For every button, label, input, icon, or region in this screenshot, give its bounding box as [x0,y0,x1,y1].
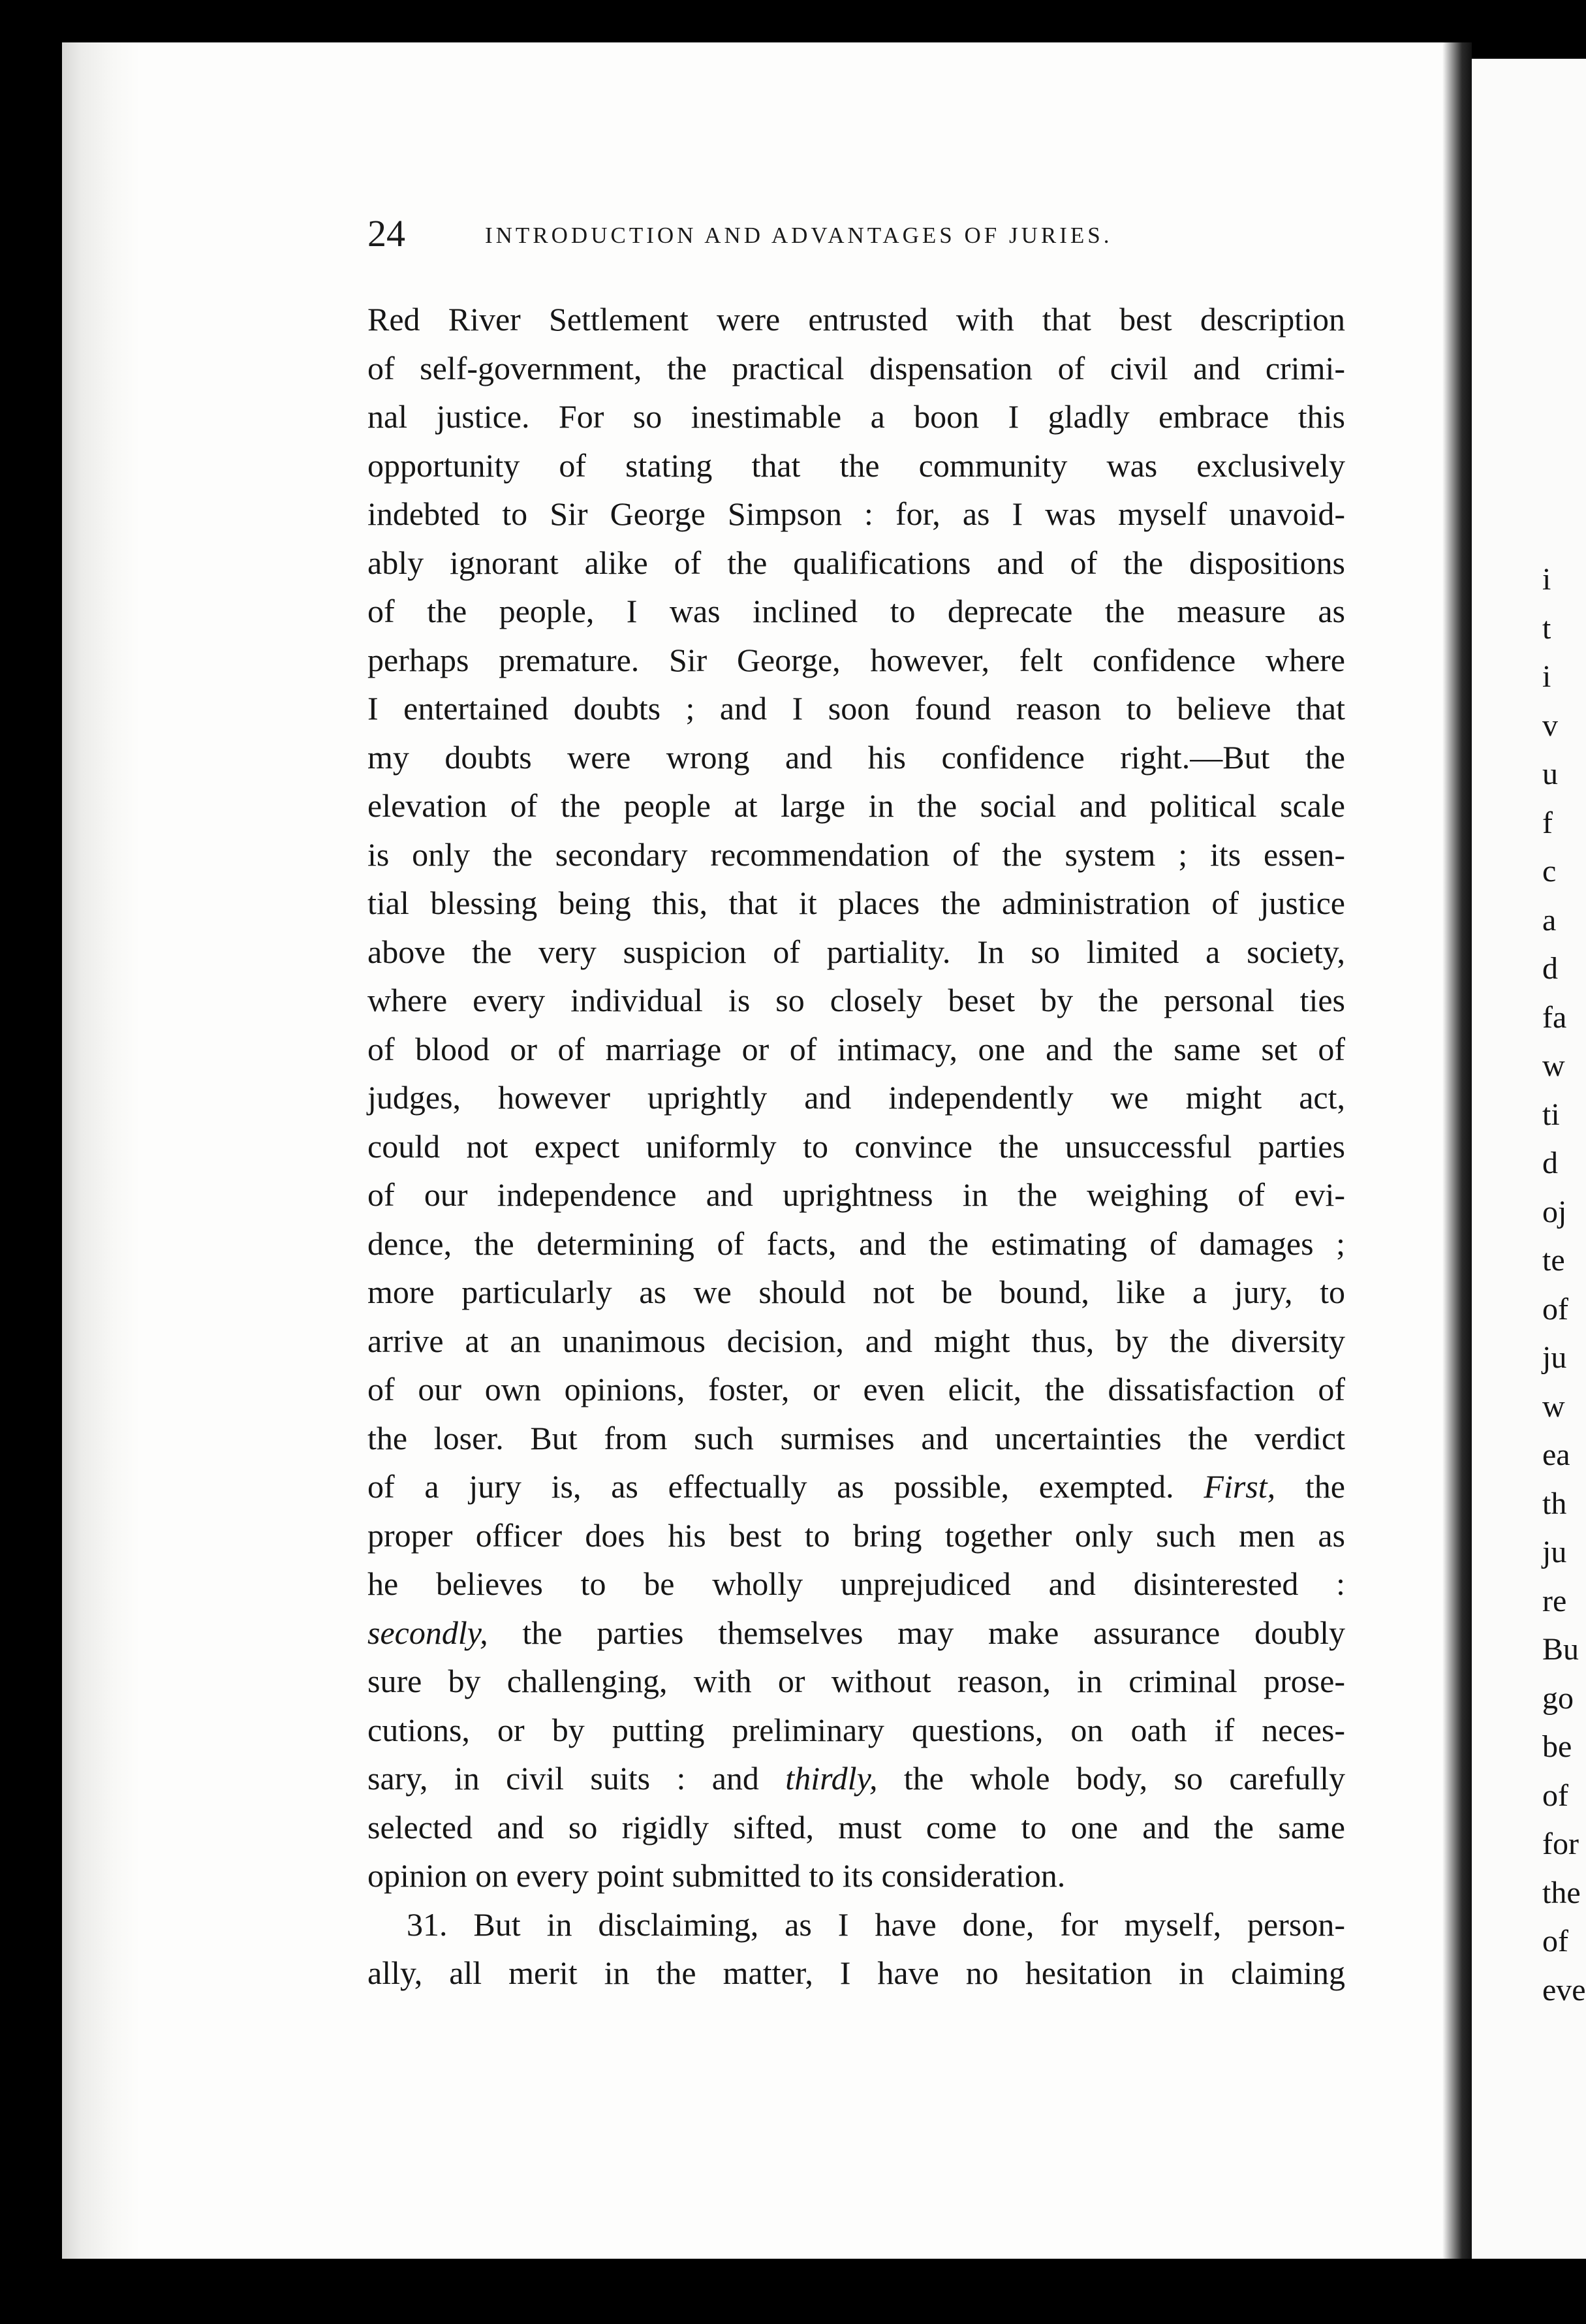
text-line: ally, all merit in the matter, I have no hesitation in claiming [367,1955,1345,1991]
facing-page-fragment: i [1542,659,1551,694]
facing-page-fragment: c [1542,854,1557,888]
page-number: 24 [367,212,405,255]
facing-page-fragment: go [1542,1680,1574,1716]
facing-page-fragment: of [1542,1924,1568,1958]
facing-page-edge [1472,59,1586,2259]
page-left-edge-shadow [62,42,140,2259]
text-line-segment: the parties themselves may make assurance doubly [488,1614,1345,1651]
facing-page-fragment: eve [1542,1972,1586,2007]
facing-page-fragment: of [1542,1778,1568,1813]
text-line: cutions, or by putting preliminary questions, on oath if neces- [367,1711,1345,1748]
facing-page-fragment: a [1542,902,1557,937]
text-line: of our own opinions, foster, or even elicit, the dissatisfaction of [367,1371,1345,1407]
text-line: above the very suspicion of partiality. In so limited a society, [367,933,1345,970]
text-line-segment: the whole body, so carefully [877,1760,1345,1797]
text-line: judges, however uprightly and independently we might act, [367,1079,1345,1116]
facing-page-fragment: ea [1542,1437,1570,1472]
text-line: I entertained doubts ; and I soon found reason to believe that [367,690,1345,727]
text-line: my doubts were wrong and his confidence right.—But the [367,738,1345,776]
italic-emphasis: thirdly, [785,1760,878,1797]
facing-page-fragment: w [1542,1048,1565,1083]
facing-page-fragment: t [1542,610,1551,646]
facing-page-fragment: for [1542,1827,1579,1861]
facing-page-fragment: ju [1542,1340,1567,1375]
text-line: 31. But in disclaiming, as I have done, for myself, person- [407,1906,1345,1943]
text-line: where every individual is so closely beset by the personal ties [367,982,1345,1018]
text-line-segment: of a jury is, as effectually as possible, exempted. [367,1468,1204,1505]
body-text [367,295,1345,1998]
text-line: Red River Settlement were entrusted with that best description [367,301,1345,338]
facing-page-fragment: d [1542,1146,1558,1180]
italic-emphasis: secondly, [367,1614,488,1651]
facing-page-fragment: u [1542,757,1558,791]
text-line-segment: the [1275,1468,1345,1505]
text-line [367,1462,1345,1511]
facing-page-fragment: Bu [1542,1632,1579,1667]
text-line: arrive at an unanimous decision, and might thus, by the diversity [367,1322,1345,1359]
text-line: ably ignorant alike of the qualifications and of the dispositions [367,544,1345,581]
facing-page-fragment: th [1542,1486,1567,1521]
text-line: could not expect uniformly to convince the unsuccessful parties [367,1127,1345,1165]
facing-page-fragment: te [1542,1243,1565,1278]
facing-page-fragment: d [1542,951,1558,986]
text-line [367,1609,1345,1657]
facing-page-fragment: re [1542,1583,1567,1618]
text-line: sure by challenging, with or without reason, in criminal prose- [367,1663,1345,1699]
text-line: opportunity of stating that the community was exclusively [367,447,1345,484]
facing-page-fragment: be [1542,1729,1572,1764]
text-line [367,1754,1345,1803]
text-line: of self-government, the practical dispensation of civil and crimi- [367,349,1345,386]
facing-page-fragment: v [1542,708,1558,743]
text-line: selected and so rigidly sifted, must come to one and the same [367,1808,1345,1845]
text-line: is only the secondary recommendation of the system ; its essen- [367,836,1345,873]
facing-page-fragment: of [1542,1291,1568,1327]
text-line: of our independence and uprightness in the weighing of evi- [367,1176,1345,1213]
text-line: he believes to be wholly unprejudiced and disinterested : [367,1565,1345,1602]
facing-page-fragment: oj [1542,1194,1567,1229]
text-line: elevation of the people at large in the social and political scale [367,787,1345,824]
facing-page-fragment: ju [1542,1535,1567,1569]
text-line: proper officer does his best to bring together only such men as [367,1516,1345,1554]
text-line: nal justice. For so inestimable a boon I gladly embrace this [367,398,1345,435]
facing-page-fragment: w [1542,1389,1565,1424]
text-line: dence, the determining of facts, and the estimating of damages ; [367,1225,1345,1262]
text-line: of blood or of marriage or of intimacy, one and the same set of [367,1030,1345,1067]
text-line: the loser. But from such surmises and uncertainties the verdict [367,1419,1345,1456]
text-line: indebted to Sir George Simpson : for, as I was myself unavoid- [367,495,1345,532]
text-line: perhaps premature. Sir George, however, felt confidence where [367,641,1345,678]
text-line: opinion on every point submitted to its consideration. [367,1857,1066,1894]
facing-page-fragment: f [1542,805,1553,840]
text-line: more particularly as we should not be bound, like a jury, to [367,1274,1345,1310]
facing-page-fragment: ti [1542,1097,1560,1132]
page-header [367,208,1216,260]
facing-page-fragment: i [1542,562,1551,597]
facing-page-fragment: fa [1542,999,1567,1035]
text-line: of the people, I was inclined to deprecate the measure as [367,593,1345,629]
facing-page-fragment: the [1542,1875,1581,1910]
running-head: INTRODUCTION AND ADVANTAGES OF JURIES. [485,223,1113,248]
italic-emphasis: First, [1204,1468,1276,1505]
text-line: tial blessing being this, that it places the administration of justice [367,885,1345,921]
text-line-segment: sary, in civil suits : and [367,1760,786,1797]
book-gutter-shadow [1442,42,1472,2259]
